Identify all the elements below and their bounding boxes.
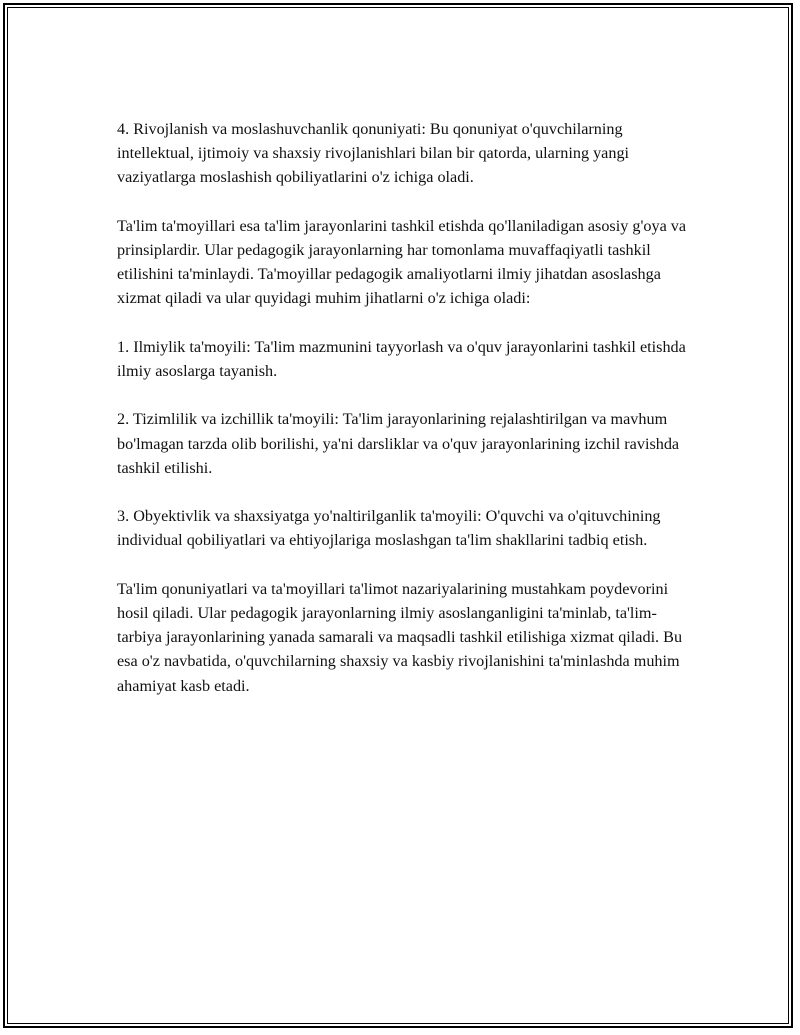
paragraph-development-law: 4. Rivojlanish va moslashuvchanlik qonuniyati: Bu qonuniyat o'quvchilarning intellektual, ijtimoiy va shaxsiy rivojlanishlari bilan bir qatorda, ularning yangi vaziyatlarga moslashish qobiliyatlarini o'z ichiga oladi. — [117, 120, 630, 187]
paragraph-scientific-principle: 1. Ilmiylik ta'moyili: Ta'lim mazmunini tayyorlash va o'quv jarayonlarini tashkil etishda ilmiy asoslarga tayanish. — [117, 337, 686, 380]
paragraph-systematic-principle: 2. Tizimlilik va izchillik ta'moyili: Ta'lim jarayonlarining rejalashtirilgan va mavhum bo'lmagan tarzda olib borilishi, ya'ni darsliklar va o'quv jarayonlarining izchil ravishda tashkil etilishi. — [117, 410, 680, 477]
paragraph-objectivity-principle: 3. Obyektivlik va shaxsiyatga yo'naltirilganlik ta'moyili: O'quvchi va o'qituvchining individual qobiliyatlari va ehtiyojlariga moslashgan ta'lim shakllarini tadbiq etish. — [117, 507, 661, 550]
document-body — [117, 117, 697, 722]
paragraph-conclusion: Ta'lim qonuniyatlari va ta'moyillari ta'limot nazariyalarining mustahkam poydevorini hosil qiladi. Ular pedagogik jarayonlarning ilmiy asoslanganligini ta'minlab, ta'lim-tarbiya jarayonlarining yanada samarali va maqsadli tashkil etilishiga xizmat qiladi. Bu esa o'z navbatida, o'quvchilarning shaxsiy va kasbiy rivojlanishini ta'minlashda muhim ahamiyat kasb etadi. — [117, 579, 683, 695]
paragraph-principles-intro: Ta'lim ta'moyillari esa ta'lim jarayonlarini tashkil etishda qo'llaniladigan asosiy g'oya va prinsiplardir. Ular pedagogik jarayonlarning har tomonlama muvaffaqiyatli tashkil etilishini ta'minlaydi. Ta'moyillar pedagogik amaliyotlarni ilmiy jihatdan asoslashga xizmat qiladi va ular quyidagi muhim jihatlarni o'z ichiga oladi: — [117, 216, 687, 308]
